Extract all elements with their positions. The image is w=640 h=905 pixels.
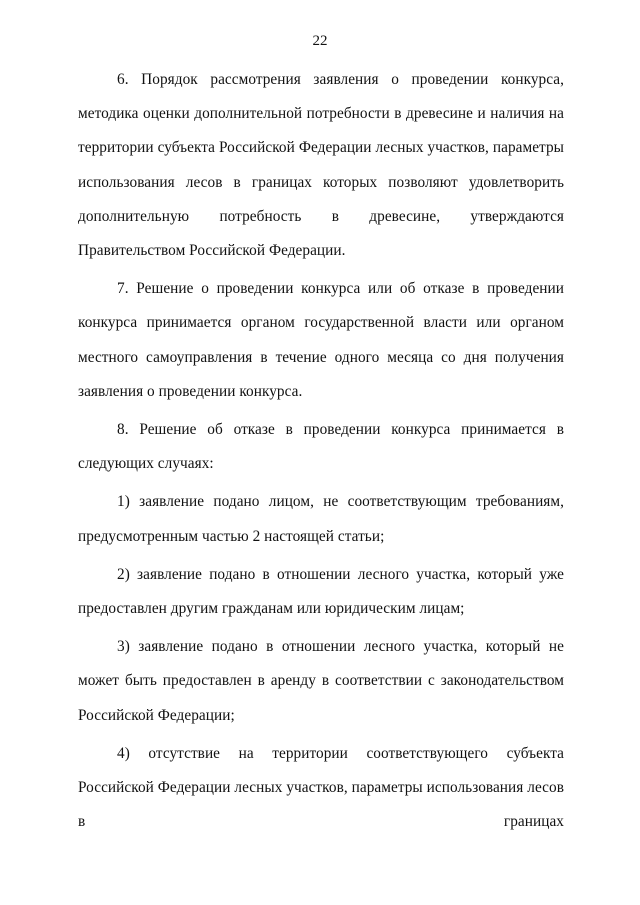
list-item-1: 1) заявление подано лицом, не соответствующим требованиям, предусмотренным частью 2 настоящей статьи;	[78, 493, 564, 545]
list-item-3: 3) заявление подано в отношении лесного участка, который не может быть предоставлен в аренду в соответствии с законодательством Российской Федерации;	[78, 638, 564, 724]
paragraph-6: 6. Порядок рассмотрения заявления о проведении конкурса, методика оценки дополнительной потребности в древесине и наличия на территории субъекта Российской Федерации лесных участков, параметры использования лесов в границах которых позволяют удовлетворить дополнительную потребность в древесине, утверждаются Правительством Российской Федерации.	[78, 71, 564, 260]
list-item-4: 4) отсутствие на территории соответствующего субъекта Российской Федерации лесных участков, параметры использования лесов в границах	[78, 744, 564, 831]
document-body	[78, 63, 564, 843]
paragraph-8: 8. Решение об отказе в проведении конкурса принимается в следующих случаях:	[78, 421, 564, 473]
list-item-2: 2) заявление подано в отношении лесного участка, который уже предоставлен другим гражданам или юридическим лицам;	[78, 565, 564, 618]
page-number: 22	[312, 33, 328, 49]
paragraph-7: 7. Решение о проведении конкурса или об отказе в проведении конкурса принимается органом государственной власти или органом местного самоуправления в течение одного месяца со дня получения заявления о проведении конкурса.	[78, 280, 564, 400]
